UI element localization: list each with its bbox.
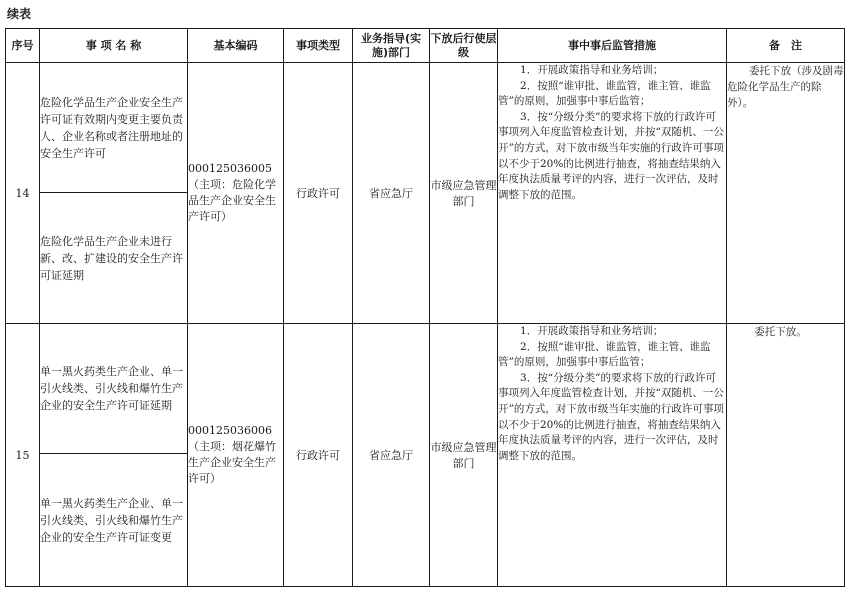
item-name-cell: 单一黑火药类生产企业、单一引火线类、引火线和爆竹生产企业的安全生产许可证延期	[40, 324, 188, 454]
table-row	[6, 63, 845, 193]
measure-item: 1．开展政策指导和业务培训；	[520, 64, 664, 76]
dept-cell: 省应急厅	[353, 63, 430, 324]
measure-item: 2．按照“谁审批、谁监管，谁主管、谁监管”的原则，加强事中事后监管；	[498, 79, 711, 108]
header-measures: 事中事后监管措施	[498, 29, 727, 63]
header-code: 基本编码	[188, 29, 284, 63]
table-row	[6, 324, 845, 454]
measures-cell	[498, 63, 727, 324]
header-dept: 业务指导(实施)部门	[353, 29, 430, 63]
measure-item: 3．按“分级分类”的要求将下放的行政许可事项列入年度监管检查计划，并按“双随机、一公开”的方式，对下放市级当年实施的行政许可事项以不少于20%的比例进行抽查，将抽查结果纳入年度执法质量考评的内容，进行一次评估，及时调整下放的范围。	[498, 110, 724, 201]
regulatory-items-table	[5, 28, 845, 587]
header-name: 事 项 名 称	[40, 29, 188, 63]
item-name-cell: 危险化学品生产企业安全生产许可证有效期内变更主要负责人、企业名称或者注册地址的安全生产许可	[40, 63, 188, 193]
code-cell: 000125036005（主项：危险化学品生产企业安全生产许可）	[188, 63, 284, 324]
level-cell: 市级应急管理部门	[430, 63, 498, 324]
header-level: 下放后行使层级	[430, 29, 498, 63]
header-row	[6, 29, 845, 63]
seq-cell: 14	[6, 63, 40, 324]
item-name-cell: 单一黑火药类生产企业、单一引火线类、引火线和爆竹生产企业的安全生产许可证变更	[40, 454, 188, 587]
seq-cell: 15	[6, 324, 40, 587]
type-cell: 行政许可	[284, 63, 353, 324]
measure-item: 2．按照“谁审批、谁监管，谁主管、谁监管”的原则，加强事中事后监管；	[498, 340, 711, 369]
remarks-cell	[727, 324, 845, 587]
measures-cell	[498, 324, 727, 587]
dept-cell: 省应急厅	[353, 324, 430, 587]
continued-label: 续表	[7, 7, 32, 21]
level-cell: 市级应急管理部门	[430, 324, 498, 587]
item-name-cell: 危险化学品生产企业未进行新、改、扩建设的安全生产许可证延期	[40, 193, 188, 324]
remarks-cell	[727, 63, 845, 324]
remark-text: 委托下放。	[754, 326, 807, 338]
measure-item: 3．按“分级分类”的要求将下放的行政许可事项列入年度监管检查计划，并按“双随机、一公开”的方式，对下放市级当年实施的行政许可事项以不少于20%的比例进行抽查，将抽查结果纳入年度执法质量考评的内容，进行一次评估，及时调整下放的范围。	[498, 371, 724, 462]
header-type: 事项类型	[284, 29, 353, 63]
header-seq: 序号	[6, 29, 40, 63]
remark-text: 委托下放（涉及剧毒危险化学品生产的除外）。	[727, 65, 844, 109]
header-remarks: 备 注	[727, 29, 845, 63]
code-cell: 000125036006（主项：烟花爆竹生产企业安全生产许可）	[188, 324, 284, 587]
type-cell: 行政许可	[284, 324, 353, 587]
measure-item: 1．开展政策指导和业务培训；	[520, 325, 664, 337]
